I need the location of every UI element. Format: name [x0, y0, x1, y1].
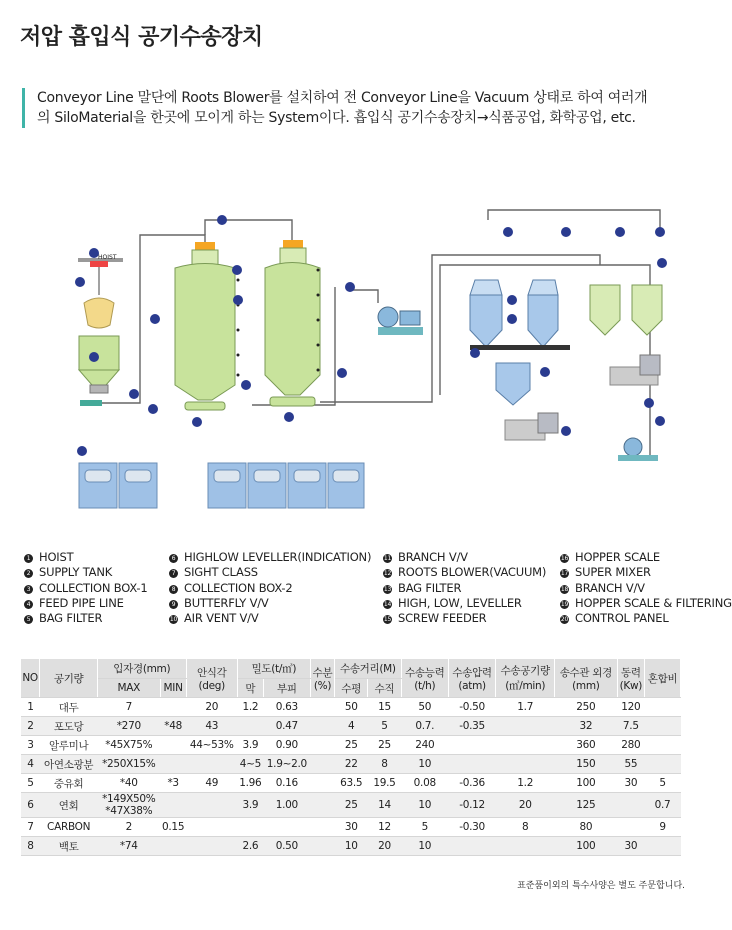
cell-d1: 2.6 [237, 837, 263, 856]
cell-d1: 4~5 [237, 755, 263, 774]
cell-max: *45X75% [97, 736, 160, 755]
header-horiz: 수평 [335, 679, 368, 698]
header-particle: 입자경(mm) [97, 659, 186, 679]
cell-d1: 1.2 [237, 698, 263, 717]
legend-item: 19 HOPPER SCALE & FILTERING [560, 595, 732, 610]
header-airflow: 수송공기량 (㎥/min) [496, 659, 555, 698]
legend-item: 11 BRANCH V/V [383, 550, 468, 564]
cell-max: *74 [97, 837, 160, 856]
cell-air: 1.2 [496, 774, 555, 793]
cell-pipe: 100 [555, 774, 617, 793]
cell-moist [310, 755, 334, 774]
cell-v: 19.5 [368, 774, 401, 793]
cell-mix: 9 [645, 818, 681, 837]
cell-min: 0.15 [160, 818, 186, 837]
cell-d2: 0.63 [263, 698, 310, 717]
intro-line-1: Conveyor Line 말단에 Roots Blower를 설치하여 전 Conveyor Line을 Vacuum 상태로 하여 여러개 [37, 90, 648, 106]
legend-col-1 [24, 550, 148, 626]
cell-rep [186, 755, 237, 774]
cell-mix [645, 755, 681, 774]
header-material: 공기량 [40, 659, 98, 698]
cell-moist [310, 818, 334, 837]
cell-cap: 240 [401, 736, 448, 755]
header-bupi: 부피 [263, 679, 310, 698]
table-row [21, 774, 681, 793]
cell-name: 중유회 [40, 774, 98, 793]
cell-h: 50 [335, 698, 368, 717]
cell-v: 20 [368, 837, 401, 856]
header-distance: 수송거리(M) [335, 659, 402, 679]
legend-item: 14 HIGH, LOW, LEVELLER [383, 595, 522, 610]
cell-air [496, 736, 555, 755]
legend-item: 13 BAG FILTER [383, 580, 462, 595]
cell-no: 5 [21, 774, 40, 793]
cell-min: *3 [160, 774, 186, 793]
cell-name: 알루미나 [40, 736, 98, 755]
cell-cap: 50 [401, 698, 448, 717]
cell-rep [186, 837, 237, 856]
table-row [21, 818, 681, 837]
cell-pipe: 32 [555, 717, 617, 736]
cell-d2: 0.16 [263, 774, 310, 793]
roots-blower-1 [378, 307, 423, 335]
cell-mix: 0.7 [645, 793, 681, 818]
cell-d2: 0.50 [263, 837, 310, 856]
legend-item: 5 BAG FILTER [24, 611, 148, 626]
cell-pow: 30 [617, 837, 645, 856]
cell-moist [310, 774, 334, 793]
cell-air: 1.7 [496, 698, 555, 717]
cell-moist [310, 698, 334, 717]
cell-h: 25 [335, 793, 368, 818]
cell-air: 20 [496, 793, 555, 818]
legend-item: 9 BUTTERFLY V/V [169, 596, 371, 611]
legend-item: 12 ROOTS BLOWER(VACUUM) [383, 565, 547, 580]
cell-air [496, 717, 555, 736]
cell-mix [645, 698, 681, 717]
table-row [21, 736, 681, 755]
cell-air: 8 [496, 818, 555, 837]
cell-pres [448, 736, 495, 755]
cell-name: 백토 [40, 837, 98, 856]
legend-item: 18 BRANCH V/V [560, 580, 645, 595]
cell-d1: 1.96 [237, 774, 263, 793]
cell-mix [645, 736, 681, 755]
header-pressure: 수송압력 (atm) [448, 659, 495, 698]
cell-v: 12 [368, 818, 401, 837]
cell-max: *250X15% [97, 755, 160, 774]
cell-pipe: 100 [555, 837, 617, 856]
table-row [21, 793, 681, 818]
cell-min [160, 736, 186, 755]
cell-pres: -0.36 [448, 774, 495, 793]
cell-pipe: 360 [555, 736, 617, 755]
cell-pres [448, 837, 495, 856]
header-moisture: 수분 (%) [310, 659, 334, 698]
cell-rep [186, 793, 237, 818]
hoist [78, 254, 123, 328]
cell-no: 4 [21, 755, 40, 774]
legend-item: 2 SUPPLY TANK [24, 565, 148, 580]
cell-min [160, 793, 186, 818]
legend-item: 3 COLLECTION BOX-1 [24, 581, 148, 596]
footnote: 표준품이외의 특수사양은 별도 주문합니다. [517, 881, 685, 891]
cell-no: 7 [21, 818, 40, 837]
cell-no: 1 [21, 698, 40, 717]
cell-h: 25 [335, 736, 368, 755]
cell-max: *270 [97, 717, 160, 736]
page-title: 저압 흡입식 공기수송장치 [20, 25, 263, 50]
control-panels [79, 463, 364, 508]
intro-text [22, 88, 712, 128]
cell-h: 10 [335, 837, 368, 856]
cell-d2: 0.47 [263, 717, 310, 736]
cell-name: 대두 [40, 698, 98, 717]
cell-max: *149X50% *47X38% [97, 793, 160, 818]
cell-cap: 10 [401, 837, 448, 856]
cell-moist [310, 736, 334, 755]
cell-d2 [263, 818, 310, 837]
table-row [21, 837, 681, 856]
legend-item: 15 SCREW FEEDER [383, 611, 487, 626]
cell-cap: 0.7. [401, 717, 448, 736]
cell-pres [448, 755, 495, 774]
legend-item: 6 HIGHLOW LEVELLER(INDICATION) [169, 550, 371, 565]
cell-cap: 5 [401, 818, 448, 837]
cell-pipe: 150 [555, 755, 617, 774]
cell-d1: 3.9 [237, 793, 263, 818]
intro-line-2: 의 SiloMaterial을 한곳에 모이게 하는 System이다. 흡입식 공기수송장치→식품공업, 화학공업, etc. [37, 110, 636, 126]
cell-min [160, 755, 186, 774]
cell-d2: 1.00 [263, 793, 310, 818]
cell-v: 14 [368, 793, 401, 818]
bag-filter-tank-1 [175, 242, 240, 410]
cell-moist [310, 793, 334, 818]
cell-v: 5 [368, 717, 401, 736]
header-no: NO [21, 659, 40, 698]
cell-moist [310, 717, 334, 736]
number-markers [75, 215, 667, 456]
cell-d1 [237, 717, 263, 736]
legend-item: 17 SUPER MIXER [560, 565, 651, 580]
cell-cap: 10 [401, 755, 448, 774]
cell-h: 22 [335, 755, 368, 774]
cell-v: 8 [368, 755, 401, 774]
header-vert: 수직 [368, 679, 401, 698]
cell-max: 2 [97, 818, 160, 837]
legend-item: 8 COLLECTION BOX-2 [169, 581, 371, 596]
cell-pres: -0.30 [448, 818, 495, 837]
cell-pow: 120 [617, 698, 645, 717]
process-diagram [0, 195, 711, 525]
cell-no: 3 [21, 736, 40, 755]
header-capacity: 수송능력 (t/h) [401, 659, 448, 698]
cell-rep: 44~53% [186, 736, 237, 755]
legend-item: 1 HOIST [24, 550, 148, 565]
legend-item: 20 CONTROL PANEL [560, 611, 669, 626]
cell-min [160, 837, 186, 856]
cell-min [160, 698, 186, 717]
header-mak: 막 [237, 679, 263, 698]
cell-name: 포도당 [40, 717, 98, 736]
cell-moist [310, 837, 334, 856]
cell-mix [645, 717, 681, 736]
cell-no: 6 [21, 793, 40, 818]
header-power: 동력 (Kw) [617, 659, 645, 698]
cell-cap: 10 [401, 793, 448, 818]
cell-rep: 20 [186, 698, 237, 717]
cell-pow: 280 [617, 736, 645, 755]
cell-pow [617, 818, 645, 837]
table-row [21, 698, 681, 717]
cell-d1 [237, 818, 263, 837]
cell-pow: 30 [617, 774, 645, 793]
cell-pow [617, 793, 645, 818]
cell-no: 2 [21, 717, 40, 736]
mixer-hoppers [590, 285, 662, 461]
cell-max: *40 [97, 774, 160, 793]
legend-item: 10 AIR VENT V/V [169, 611, 259, 626]
cell-pow: 55 [617, 755, 645, 774]
cell-pow: 7.5 [617, 717, 645, 736]
cell-d1: 3.9 [237, 736, 263, 755]
header-mix: 혼합비 [645, 659, 681, 698]
cell-h: 30 [335, 818, 368, 837]
bag-filter-tank-2 [265, 240, 320, 406]
cell-rep: 49 [186, 774, 237, 793]
header-pipe: 송수관 외경 (mm) [555, 659, 617, 698]
cell-pres: -0.35 [448, 717, 495, 736]
cell-air [496, 837, 555, 856]
cell-d2: 1.9~2.0 [263, 755, 310, 774]
cell-pipe: 80 [555, 818, 617, 837]
table-row [21, 717, 681, 736]
cell-max: 7 [97, 698, 160, 717]
cell-pipe: 125 [555, 793, 617, 818]
legend-item: 4 FEED PIPE LINE [24, 596, 148, 611]
cell-pipe: 250 [555, 698, 617, 717]
cell-v: 15 [368, 698, 401, 717]
cell-air [496, 755, 555, 774]
hoist-label: HOIST [98, 254, 117, 261]
supply-tank [79, 336, 119, 406]
cell-min: *48 [160, 717, 186, 736]
cell-d2: 0.90 [263, 736, 310, 755]
cell-no: 8 [21, 837, 40, 856]
cell-h: 4 [335, 717, 368, 736]
cell-rep [186, 818, 237, 837]
header-min: MIN [160, 679, 186, 698]
spec-table [21, 659, 681, 856]
header-max: MAX [97, 679, 160, 698]
legend-col-2 [169, 550, 371, 626]
table-row [21, 755, 681, 774]
cell-name: CARBON [40, 818, 98, 837]
cell-h: 63.5 [335, 774, 368, 793]
cell-rep: 43 [186, 717, 237, 736]
cell-v: 25 [368, 736, 401, 755]
legend-col-3 [383, 550, 546, 626]
cell-pres: -0.50 [448, 698, 495, 717]
cell-cap: 0.08 [401, 774, 448, 793]
cell-name: 아연소광분 [40, 755, 98, 774]
cell-mix: 5 [645, 774, 681, 793]
legend-item: 16 HOPPER SCALE [560, 550, 660, 564]
cell-name: 연회 [40, 793, 98, 818]
bag-filter-hopper-blue [470, 280, 570, 440]
legend-item: 7 SIGHT CLASS [169, 565, 371, 580]
cell-mix [645, 837, 681, 856]
header-repose: 안식각 (deg) [186, 659, 237, 698]
legend-col-4 [560, 550, 732, 626]
cell-pres: -0.12 [448, 793, 495, 818]
header-density: 밀도(t/㎥) [237, 659, 310, 679]
